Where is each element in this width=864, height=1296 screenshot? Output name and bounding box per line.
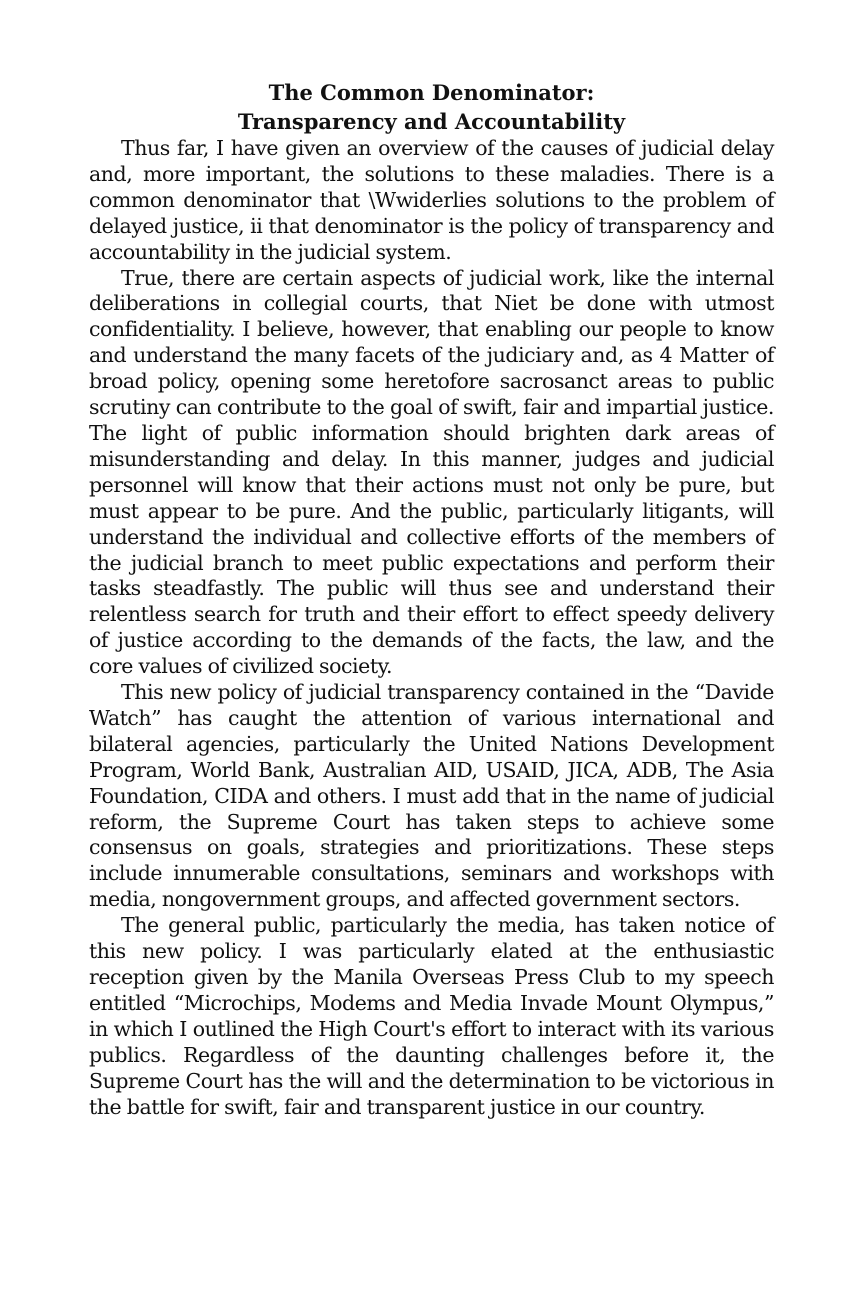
document-page bbox=[89, 78, 774, 1120]
heading-line-2: Transparency and Accountability bbox=[237, 109, 626, 134]
section-heading bbox=[89, 78, 774, 136]
heading-line-1: The Common Denominator: bbox=[268, 80, 595, 105]
paragraph-1: Thus far, I have given an overview of the causes of judicial delay and, more important, the solutions to these maladies. There is a common denominator that \Wwiderlies solutions to the problem of delayed justice, ii that denominator is the policy of transparency and accountability in the judicial system. bbox=[89, 136, 774, 264]
paragraph-2: True, there are certain aspects of judicial work, like the internal deliberations in collegial courts, that Niet be done with utmost confidentiality. I believe, however, that enabling our people to know and understand the many facets of the judiciary and, as 4 Matter of broad policy, opening some heretofore sacrosanct areas to public scrutiny can contribute to the goal of swift, fair and impartial justice. The light of public information should brighten dark areas of misunderstanding and delay. In this manner, judges and judicial personnel will know that their actions must not only be pure, but must appear to be pure. And the public, particularly litigants, will understand the individual and collective efforts of the members of the judicial branch to meet public expectations and perform their tasks steadfastly. The public will thus see and understand their relentless search for truth and their effort to effect speedy delivery of justice according to the demands of the facts, the law, and the core values of civilized society. bbox=[89, 265, 774, 679]
paragraph-4: The general public, particularly the media, has taken notice of this new policy. I was particularly elated at the enthusiastic reception given by the Manila Overseas Press Club to my speech entitled “Microchips, Modems and Media Invade Mount Olympus,” in which I outlined the High Court's effort to interact with its various publics. Regardless of the daunting challenges before it, the Supreme Court has the will and the determination to be victorious in the battle for swift, fair and transparent justice in our country. bbox=[89, 913, 774, 1119]
paragraph-3: This new policy of judicial transparency contained in the “Davide Watch” has caught the attention of various international and bilateral agencies, particularly the United Nations Development Program, World Bank, Australian AID, USAID, JICA, ADB, The Asia Foundation, CIDA and others. I must add that in the name of judicial reform, the Supreme Court has taken steps to achieve some consensus on goals, strategies and prioritizations. These steps include innumerable consultations, seminars and workshops with media, nongovernment groups, and affected government sectors. bbox=[89, 680, 774, 912]
